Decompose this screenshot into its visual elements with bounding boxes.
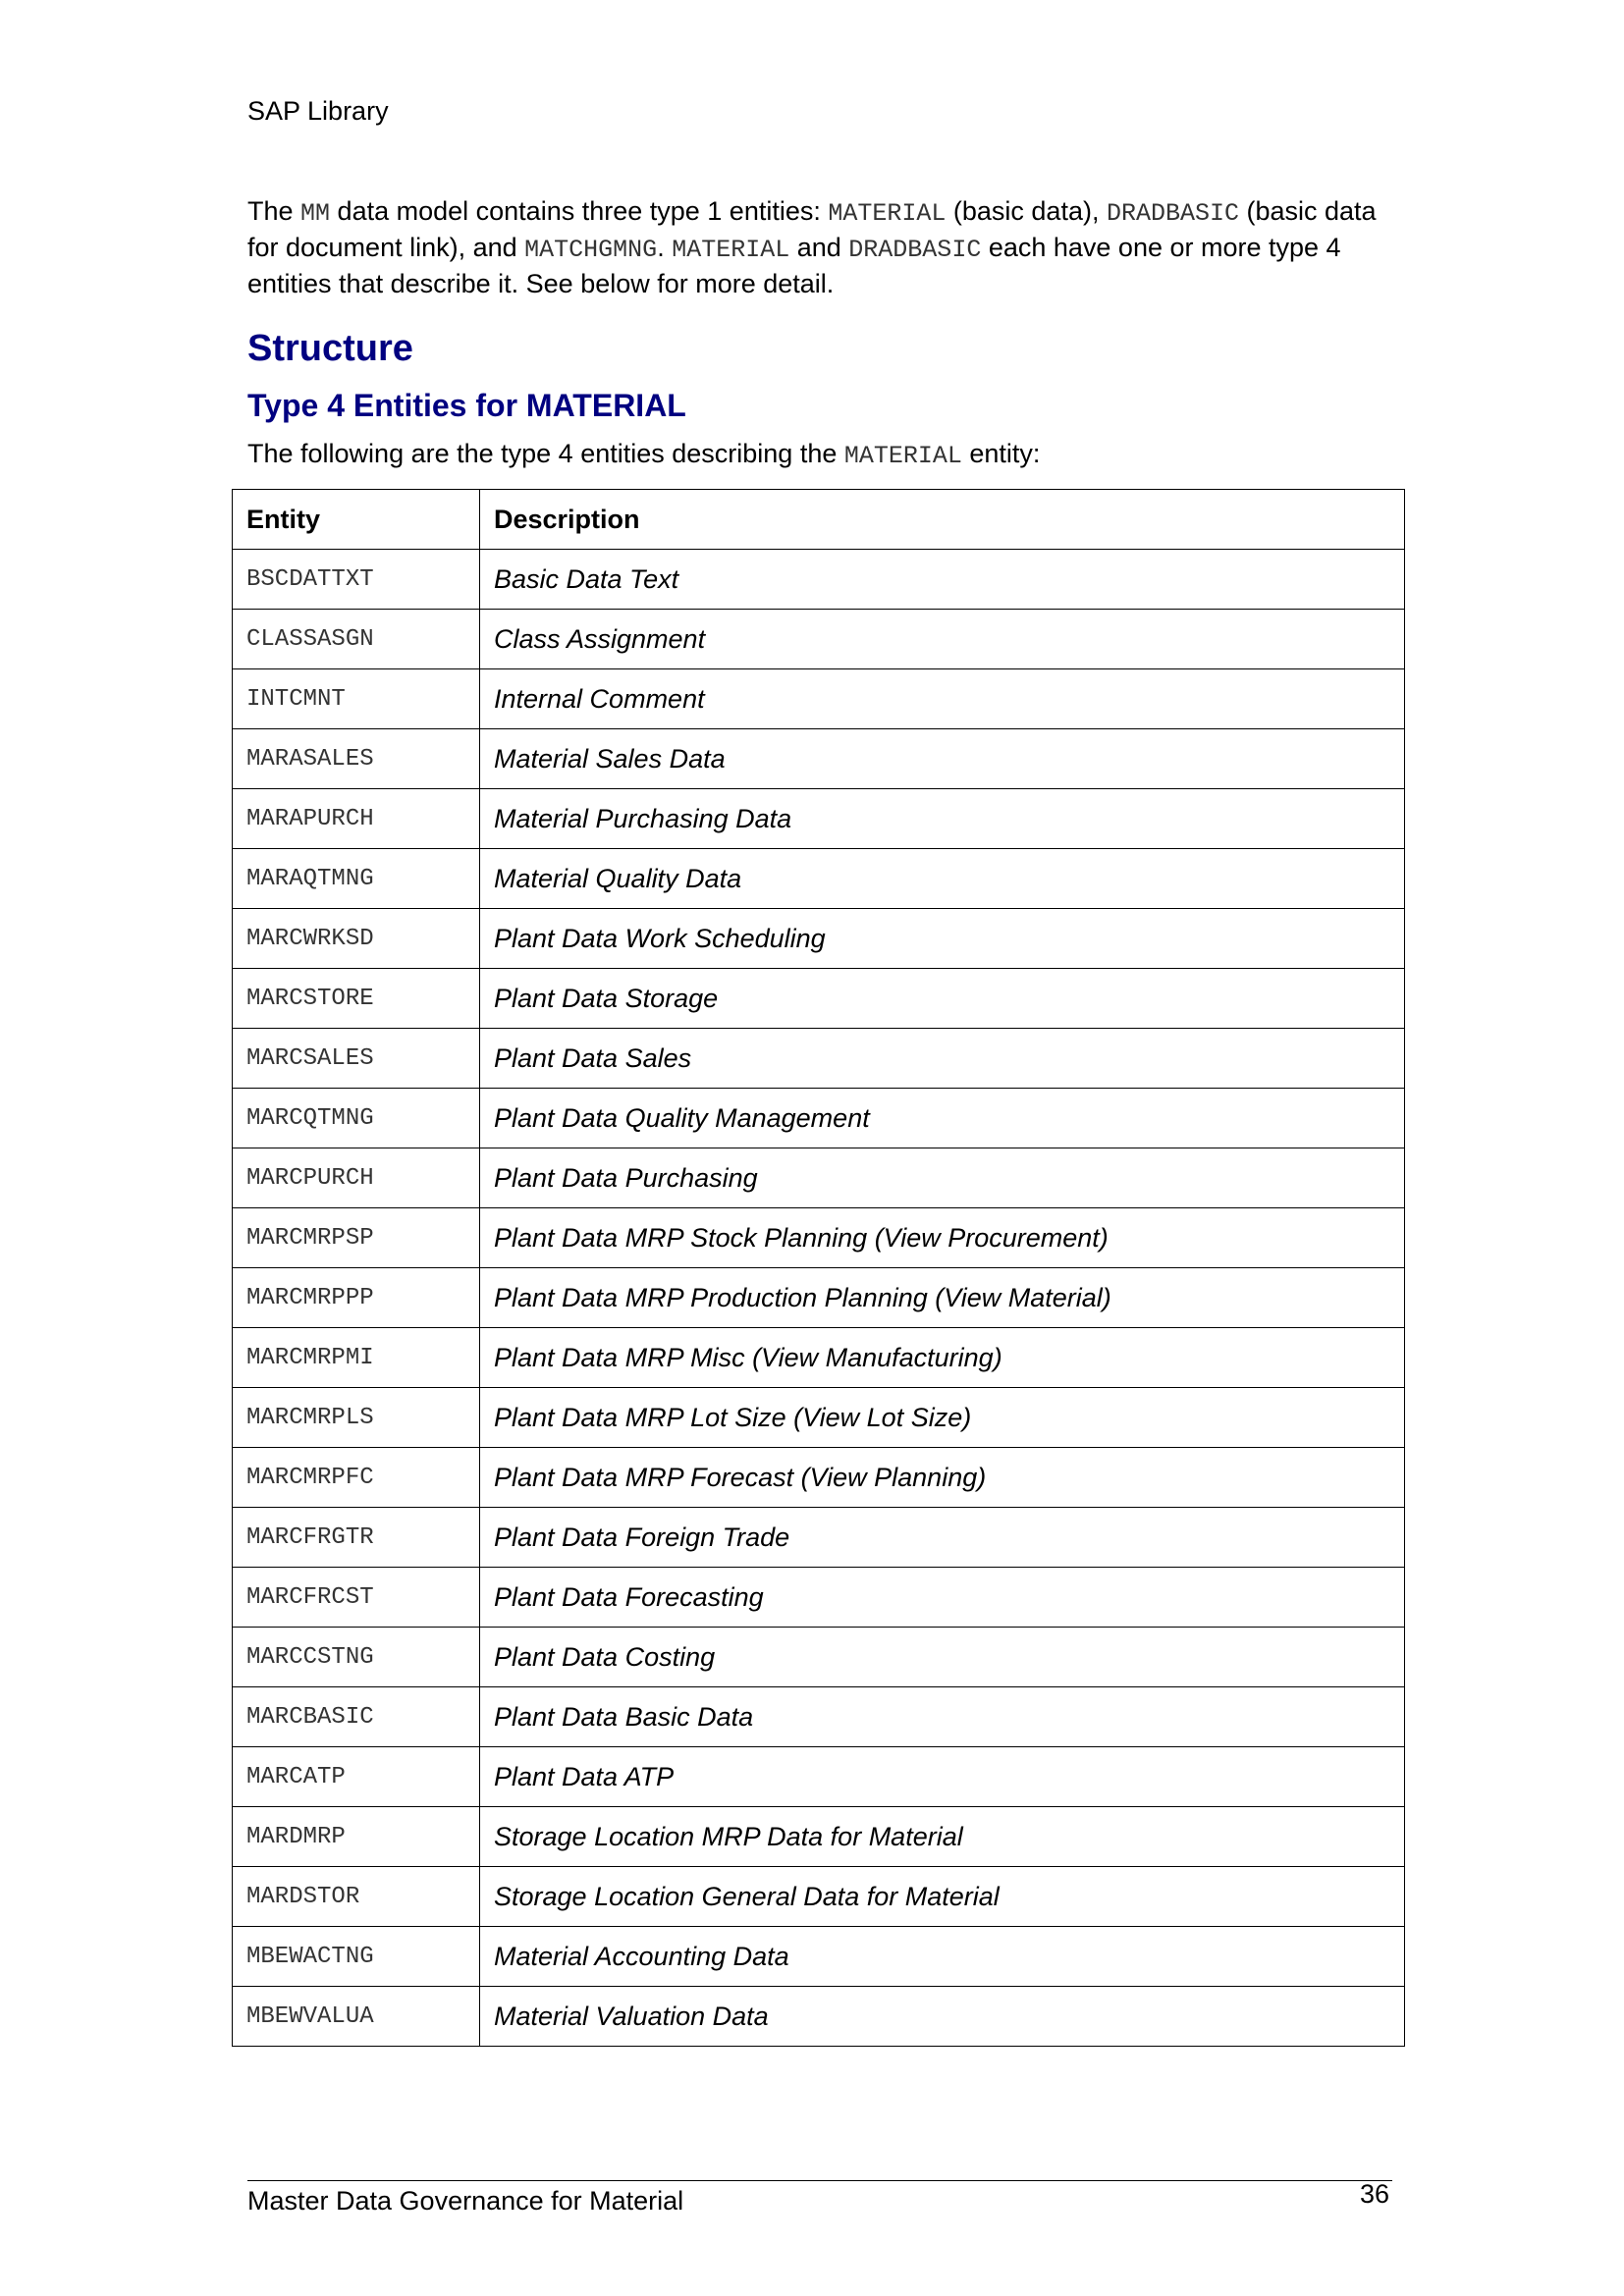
description-cell: Plant Data Storage — [480, 969, 1405, 1029]
table-row — [233, 849, 1405, 909]
lead-code-material: MATERIAL — [843, 442, 962, 470]
lead-text: entity: — [961, 439, 1041, 468]
lead-text: The following are the type 4 entities describing the — [247, 439, 844, 468]
footer-title: Master Data Governance for Material — [247, 2186, 684, 2216]
intro-text: . — [657, 233, 673, 262]
table-row — [233, 1268, 1405, 1328]
page-number: 36 — [1360, 2179, 1390, 2209]
table-row — [233, 1807, 1405, 1867]
description-cell: Plant Data ATP — [480, 1747, 1405, 1807]
table-row — [233, 1148, 1405, 1208]
intro-code-mm: MM — [300, 199, 331, 228]
column-header-entity: Entity — [233, 490, 480, 550]
table-row — [233, 1628, 1405, 1687]
table-row — [233, 1328, 1405, 1388]
entity-cell: MARCATP — [233, 1747, 480, 1807]
description-cell: Storage Location MRP Data for Material — [480, 1807, 1405, 1867]
section-title: Structure — [247, 328, 413, 369]
description-cell: Plant Data MRP Lot Size (View Lot Size) — [480, 1388, 1405, 1448]
table-row — [233, 969, 1405, 1029]
intro-text: (basic data for document link), and — [247, 196, 1377, 262]
table-row — [233, 1388, 1405, 1448]
entity-cell: MARCPURCH — [233, 1148, 480, 1208]
table-row — [233, 1747, 1405, 1807]
entities-table — [232, 489, 1405, 2047]
entity-cell: MARCQTMNG — [233, 1089, 480, 1148]
entity-cell: MARCWRKSD — [233, 909, 480, 969]
footer-divider — [247, 2180, 1392, 2181]
table-header-row — [233, 490, 1405, 550]
column-header-description: Description — [480, 490, 1405, 550]
table-lead-sentence — [247, 439, 1040, 470]
page-header: SAP Library — [247, 96, 389, 126]
table-body — [233, 550, 1405, 2047]
entity-cell: BSCDATTXT — [233, 550, 480, 610]
intro-code-dradbasic: DRADBASIC — [848, 236, 982, 264]
entity-cell: MARCSTORE — [233, 969, 480, 1029]
table-row — [233, 1029, 1405, 1089]
table-row — [233, 1987, 1405, 2047]
table-row — [233, 610, 1405, 669]
entity-cell: MARDMRP — [233, 1807, 480, 1867]
description-cell: Plant Data MRP Misc (View Manufacturing) — [480, 1328, 1405, 1388]
table-row — [233, 1508, 1405, 1568]
intro-text: and — [789, 233, 849, 262]
description-cell: Material Quality Data — [480, 849, 1405, 909]
entity-cell: MARCMRPSP — [233, 1208, 480, 1268]
table-row — [233, 1448, 1405, 1508]
description-cell: Plant Data Basic Data — [480, 1687, 1405, 1747]
table-row — [233, 1089, 1405, 1148]
description-cell: Plant Data MRP Production Planning (View Material) — [480, 1268, 1405, 1328]
entity-cell: MARCCSTNG — [233, 1628, 480, 1687]
description-cell: Plant Data Purchasing — [480, 1148, 1405, 1208]
entity-cell: MARAQTMNG — [233, 849, 480, 909]
description-cell: Plant Data Quality Management — [480, 1089, 1405, 1148]
intro-text: each have one or more type 4 entities that describe it. See below for more detail. — [247, 233, 1341, 298]
intro-text: data model contains three type 1 entities: — [330, 196, 829, 226]
intro-paragraph — [247, 194, 1406, 301]
entity-cell: MARCSALES — [233, 1029, 480, 1089]
table-row — [233, 550, 1405, 610]
description-cell: Material Valuation Data — [480, 1987, 1405, 2047]
description-cell: Plant Data Forecasting — [480, 1568, 1405, 1628]
table-row — [233, 669, 1405, 729]
entity-cell: MBEWVALUA — [233, 1987, 480, 2047]
description-cell: Internal Comment — [480, 669, 1405, 729]
entity-cell: MARCMRPMI — [233, 1328, 480, 1388]
intro-text: The — [247, 196, 301, 226]
entity-cell: MARASALES — [233, 729, 480, 789]
entity-cell: MARCMRPFC — [233, 1448, 480, 1508]
table-row — [233, 1568, 1405, 1628]
table-row — [233, 729, 1405, 789]
description-cell: Plant Data Work Scheduling — [480, 909, 1405, 969]
intro-code-matchgmng: MATCHGMNG — [524, 236, 658, 264]
table-row — [233, 1208, 1405, 1268]
intro-text: (basic data), — [946, 196, 1107, 226]
entity-cell: INTCMNT — [233, 669, 480, 729]
description-cell: Plant Data Foreign Trade — [480, 1508, 1405, 1568]
entity-cell: MBEWACTNG — [233, 1927, 480, 1987]
description-cell: Basic Data Text — [480, 550, 1405, 610]
entity-cell: MARDSTOR — [233, 1867, 480, 1927]
table-row — [233, 1687, 1405, 1747]
description-cell: Plant Data Sales — [480, 1029, 1405, 1089]
table-row — [233, 1867, 1405, 1927]
intro-code-dradbasic: DRADBASIC — [1106, 199, 1239, 228]
description-cell: Plant Data Costing — [480, 1628, 1405, 1687]
description-cell: Plant Data MRP Stock Planning (View Procurement) — [480, 1208, 1405, 1268]
description-cell: Material Purchasing Data — [480, 789, 1405, 849]
description-cell: Material Accounting Data — [480, 1927, 1405, 1987]
entity-cell: MARCFRCST — [233, 1568, 480, 1628]
description-cell: Plant Data MRP Forecast (View Planning) — [480, 1448, 1405, 1508]
description-cell: Class Assignment — [480, 610, 1405, 669]
entity-cell: MARAPURCH — [233, 789, 480, 849]
table-row — [233, 909, 1405, 969]
table-row — [233, 789, 1405, 849]
entity-cell: CLASSASGN — [233, 610, 480, 669]
intro-code-material: MATERIAL — [672, 236, 790, 264]
intro-code-material: MATERIAL — [828, 199, 947, 228]
entity-cell: MARCMRPPP — [233, 1268, 480, 1328]
entity-cell: MARCFRGTR — [233, 1508, 480, 1568]
entity-cell: MARCBASIC — [233, 1687, 480, 1747]
entity-cell: MARCMRPLS — [233, 1388, 480, 1448]
section-subtitle: Type 4 Entities for MATERIAL — [247, 388, 686, 423]
table-row — [233, 1927, 1405, 1987]
description-cell: Storage Location General Data for Material — [480, 1867, 1405, 1927]
description-cell: Material Sales Data — [480, 729, 1405, 789]
